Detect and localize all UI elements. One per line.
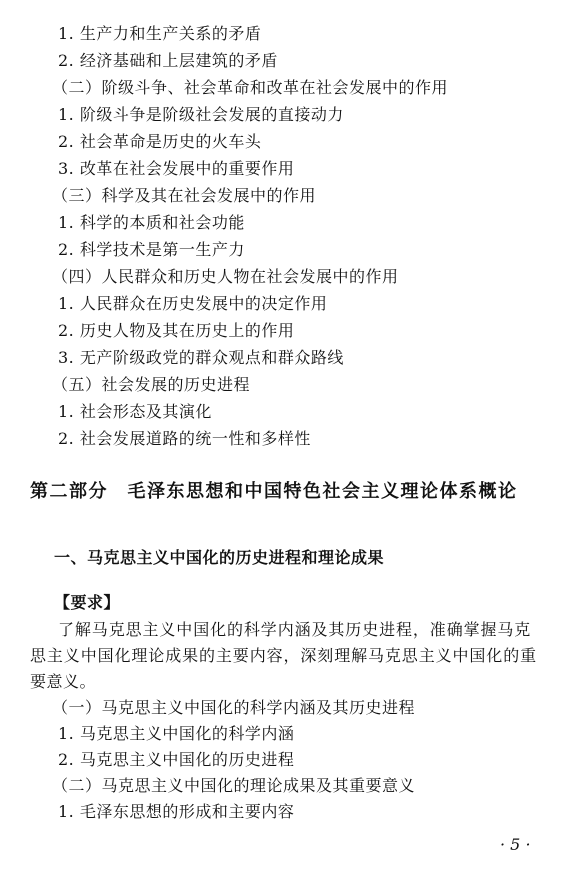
outline-heading: （四）人民群众和历史人物在社会发展中的作用 — [52, 267, 399, 286]
outline-item: 1. 人民群众在历史发展中的决定作用 — [58, 294, 328, 313]
outline-item: 2. 历史人物及其在历史上的作用 — [58, 321, 295, 340]
outline-item: 3. 改革在社会发展中的重要作用 — [58, 159, 295, 178]
outline-item: 1. 科学的本质和社会功能 — [58, 213, 245, 232]
outline-item: 3. 无产阶级政党的群众观点和群众路线 — [58, 348, 344, 367]
requirement-label: 【要求】 — [54, 593, 121, 612]
outline-item: 1. 社会形态及其演化 — [58, 402, 212, 421]
outline-item: 2. 科学技术是第一生产力 — [58, 240, 245, 259]
outline-heading: （二）马克思主义中国化的理论成果及其重要意义 — [52, 776, 416, 795]
part-title: 第二部分 毛泽东思想和中国特色社会主义理论体系概论 — [30, 481, 518, 502]
outline-item: 2. 经济基础和上层建筑的矛盾 — [58, 51, 278, 70]
outline-item: 2. 社会发展道路的统一性和多样性 — [58, 429, 311, 448]
page-number: · 5 · — [500, 835, 531, 854]
section-title: 一、马克思主义中国化的历史进程和理论成果 — [54, 548, 385, 567]
outline-heading: （三）科学及其在社会发展中的作用 — [52, 186, 317, 205]
outline-item: 1. 毛泽东思想的形成和主要内容 — [58, 802, 295, 821]
outline-item: 1. 生产力和生产关系的矛盾 — [58, 24, 262, 43]
outline-item: 1. 阶级斗争是阶级社会发展的直接动力 — [58, 105, 344, 124]
requirement-text-line: 要意义。 — [30, 672, 97, 691]
outline-item: 2. 马克思主义中国化的历史进程 — [58, 750, 295, 769]
outline-item: 2. 社会革命是历史的火车头 — [58, 132, 262, 151]
outline-heading: （五）社会发展的历史进程 — [52, 375, 251, 394]
outline-item: 1. 马克思主义中国化的科学内涵 — [58, 724, 295, 743]
requirement-text-line: 了解马克思主义中国化的科学内涵及其历史进程，准确掌握马克 — [58, 620, 532, 639]
requirement-text-line: 思主义中国化理论成果的主要内容，深刻理解马克思主义中国化的重 — [30, 646, 538, 665]
outline-heading: （一）马克思主义中国化的科学内涵及其历史进程 — [52, 698, 416, 717]
outline-heading: （二）阶级斗争、社会革命和改革在社会发展中的作用 — [52, 78, 449, 97]
